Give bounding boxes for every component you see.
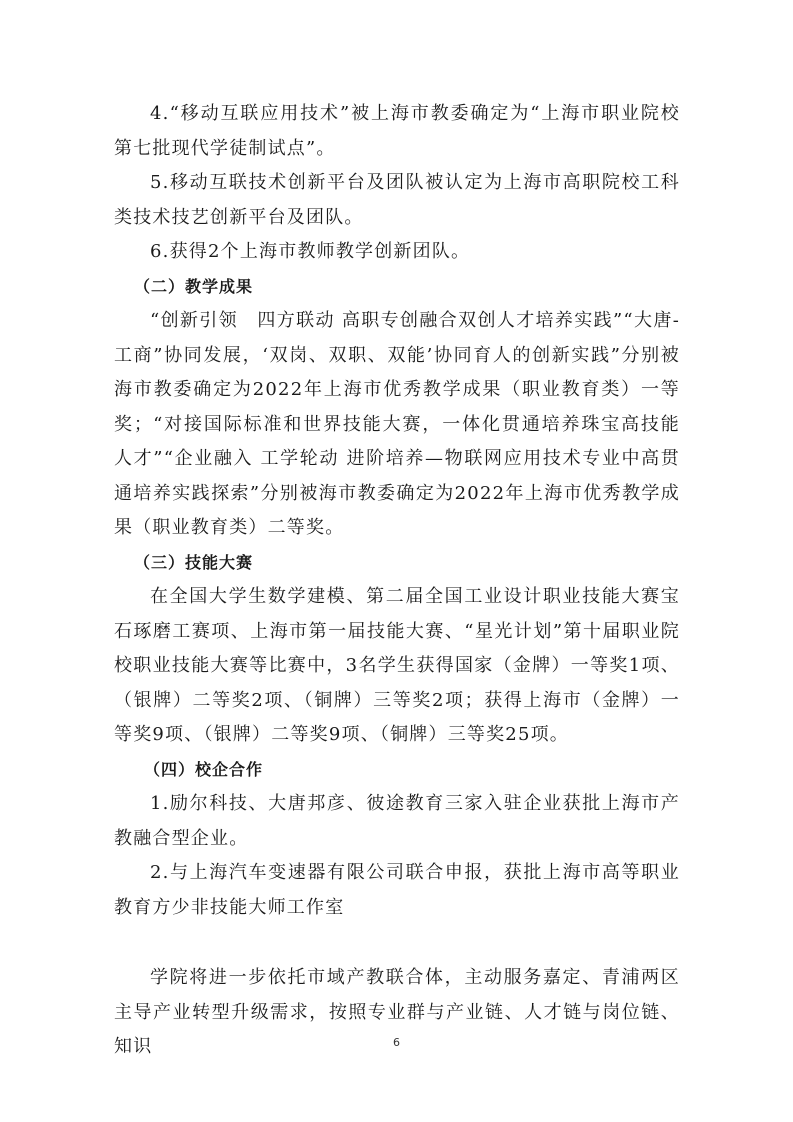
paragraph-item-5: 5.移动互联技术创新平台及团队被认定为上海市高职院校工科类技术技艺创新平台及团队。 [114, 172, 680, 228]
page-number: 6 [393, 1036, 400, 1049]
paragraph-item-4: 4.“移动互联应用技术”被上海市教委确定为“上海市职业院校第七批现代学徒制试点”。 [114, 103, 680, 159]
page-content [114, 97, 680, 1065]
section-heading-school-enterprise: （四）校企合作 [144, 759, 264, 779]
section-heading-teaching-results: （二）教学成果 [134, 276, 254, 296]
paragraph-school-enterprise-2: 2.与上海汽车变速器有限公司联合申报，获批上海市高等职业教育方少非技能大师工作室 [114, 862, 680, 918]
paragraph-school-enterprise-1: 1.励尔科技、大唐邦彦、彼途教育三家入驻企业获批上海市产教融合型企业。 [114, 793, 680, 849]
paragraph-item-6: 6.获得2个上海市教师教学创新团队。 [150, 241, 471, 262]
section-heading-skills-competition: （三）技能大赛 [134, 552, 254, 572]
paragraph-gap [114, 925, 680, 961]
paragraph-closing: 学院将进一步依托市域产教联合体，主动服务嘉定、青浦两区主导产业转型升级需求，按照专业群与产业链、人才链与岗位链、知识 [114, 967, 680, 1057]
paragraph-teaching-results: “创新引领 四方联动 高职专创融合双创人才培养实践”“大唐-工商”协同发展，‘双岗、双职、双能’协同育人的创新实践”分别被海市教委确定为2022年上海市优秀教学成果（职业教育类）一等奖；“对接国际标准和世界技能大赛，一体化贯通培养珠宝高技能人才”“企业融入 工学轮动 进阶培养—物联网应用技术专业中高贯通培养实践探索”分别被海市教委确定为2022年上海市优秀教学成果（职业教育类）二等奖。 [114, 310, 680, 538]
paragraph-skills-competition: 在全国大学生数学建模、第二届全国工业设计职业技能大赛宝石琢磨工赛项、上海市第一届技能大赛、“星光计划”第十届职业院校职业技能大赛等比赛中，3名学生获得国家（金牌）一等奖1项、（银牌）二等奖2项、（铜牌）三等奖2项；获得上海市（金牌）一等奖9项、（银牌）二等奖9项、（铜牌）三等奖25项。 [114, 586, 680, 745]
